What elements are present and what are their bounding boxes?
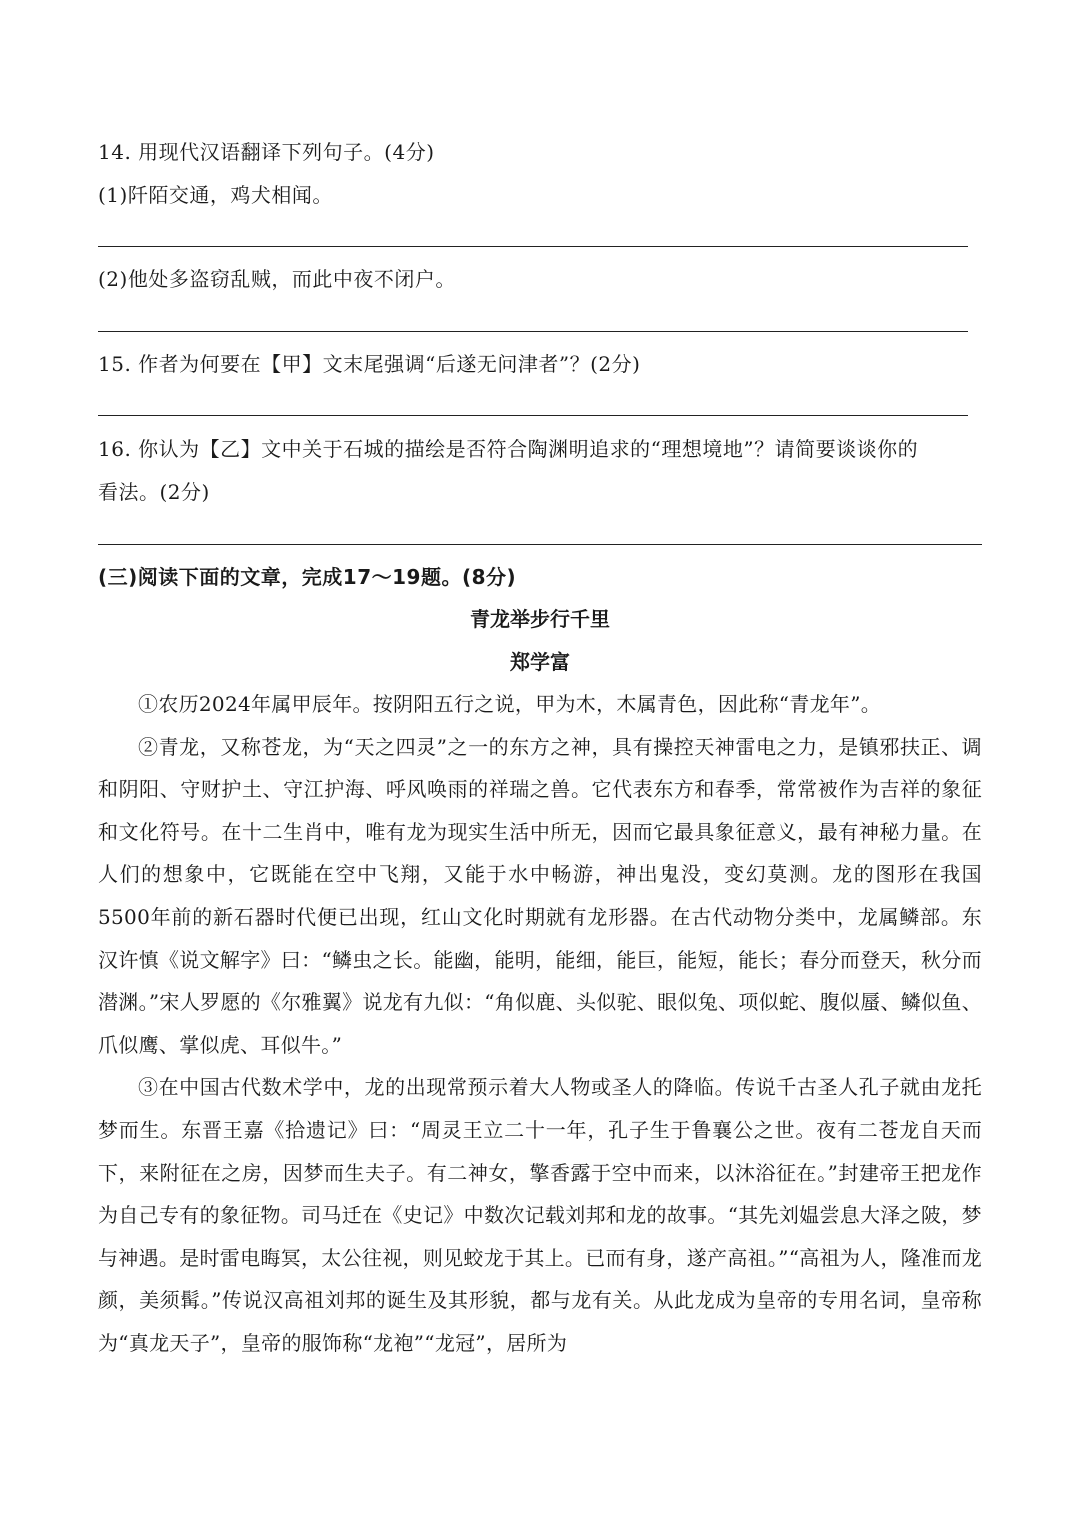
question-16-stem-line2: 看法。(2分) bbox=[98, 480, 210, 504]
answer-line-16[interactable] bbox=[98, 544, 982, 545]
section-3-heading: (三)阅读下面的文章，完成17～19题。(8分) bbox=[98, 565, 517, 589]
answer-line-15[interactable] bbox=[98, 415, 968, 416]
answer-line-14-2[interactable] bbox=[98, 331, 968, 332]
paragraph-2: ②青龙，又称苍龙，为“天之四灵”之一的东方之神，具有操控天神雷电之力，是镇邪扶正、调和阴阳、守财护土、守江护海、呼风唤雨的祥瑞之兽。它代表东方和春季，常常被作为吉祥的象征和文化符号。在十二生肖中，唯有龙为现实生活中所无，因而它最具象征意义，最有神秘力量。在人们的想象中，它既能在空中飞翔，又能于水中畅游，神出鬼没，变幻莫测。龙的图形在我国5500年前的新石器时代便已出现，红山文化时期就有龙形器。在古代动物分类中，龙属鳞部。东汉许慎《说文解字》曰：“鳞虫之长。能幽，能明，能细，能巨，能短，能长；春分而登天，秋分而潜渊。”宋人罗愿的《尔雅翼》说龙有九似：“角似鹿、头似驼、眼似兔、项似蛇、腹似蜃、鳞似鱼、爪似鹰、掌似虎、耳似牛。” bbox=[98, 734, 982, 1057]
question-14-stem: 14. 用现代汉语翻译下列句子。(4分) bbox=[98, 140, 435, 164]
question-14-sub1: (1)阡陌交通，鸡犬相闻。 bbox=[98, 183, 333, 207]
question-15-stem: 15. 作者为何要在【甲】文末尾强调“后遂无问津者”？(2分) bbox=[98, 352, 641, 376]
answer-line-14-1[interactable] bbox=[98, 246, 968, 247]
paragraph-3: ③在中国古代数术学中，龙的出现常预示着大人物或圣人的降临。传说千古圣人孔子就由龙托梦而生。东晋王嘉《拾遗记》曰：“周灵王立二十一年，孔子生于鲁襄公之世。夜有二苍龙自天而下，来附征在之房，因梦而生夫子。有二神女，擎香露于空中而来，以沐浴征在。”封建帝王把龙作为自己专有的象征物。司马迁在《史记》中数次记载刘邦和龙的故事。“其先刘媪尝息大泽之陂，梦与神遇。是时雷电晦冥，太公往视，则见蛟龙于其上。已而有身，遂产高祖。”“高祖为人，隆准而龙颜，美须髯。”传说汉高祖刘邦的诞生及其形貌，都与龙有关。从此龙成为皇帝的专用名词，皇帝称为“真龙天子”，皇帝的服饰称“龙袍”“龙冠”，居所为 bbox=[98, 1075, 982, 1355]
article-author: 郑学富 bbox=[510, 650, 570, 674]
article-title: 青龙举步行千里 bbox=[470, 607, 610, 631]
question-14-sub2: (2)他处多盗窃乱贼，而此中夜不闭户。 bbox=[98, 267, 456, 291]
paragraph-1: ①农历2024年属甲辰年。按阴阳五行之说，甲为木，木属青色，因此称“青龙年”。 bbox=[138, 692, 882, 716]
article-body bbox=[98, 683, 982, 1365]
question-16-stem-line1: 16. 你认为【乙】文中关于石城的描绘是否符合陶渊明追求的“理想境地”？请简要谈谈你的 bbox=[98, 437, 919, 461]
